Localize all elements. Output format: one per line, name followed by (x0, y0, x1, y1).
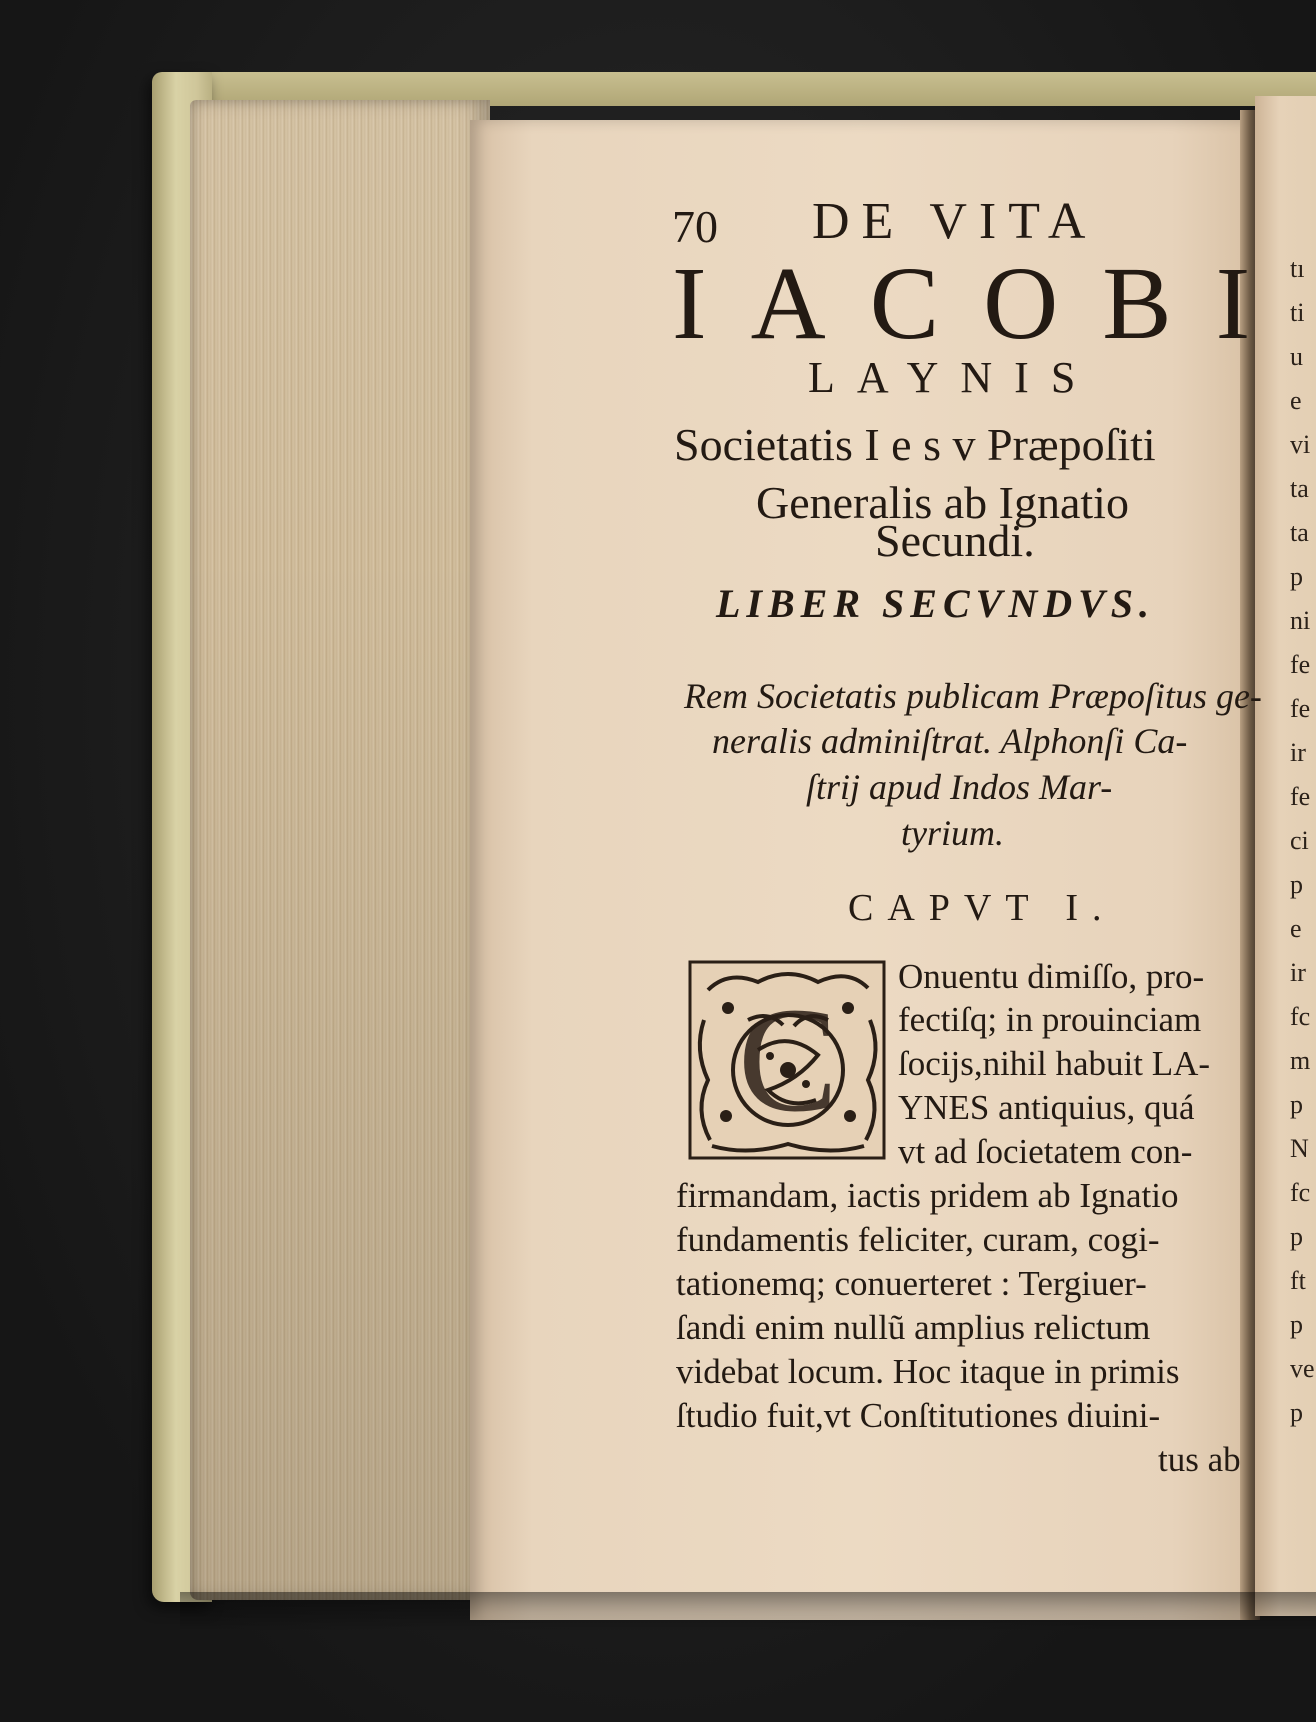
facing-page-fragment-line: ve (1290, 1354, 1315, 1383)
facing-page-fragment-line: p (1290, 1310, 1303, 1339)
facing-page-fragment-line: tı (1290, 254, 1305, 283)
body-line-8: tationemq; conuerteret : Tergiuer- (676, 1264, 1147, 1303)
subtitle-line-1: Societatis I e s v Præpoſiti (674, 419, 1156, 470)
title-laynis: LAYNIS (808, 353, 1098, 402)
facing-page-fragment-line: p (1290, 1222, 1303, 1251)
facing-page-fragment-line: fe (1290, 782, 1311, 811)
facing-page-fragment-line: p (1290, 1090, 1303, 1119)
facing-page-fragment-line: e (1290, 386, 1302, 415)
caput-heading: CAPVT I. (848, 887, 1116, 929)
catchword: tus ab (1158, 1440, 1241, 1479)
summary-line-2: neralis adminiſtrat. Alphonſi Ca- (712, 721, 1188, 761)
body-line-10: videbat locum. Hoc itaque in primis (676, 1352, 1180, 1391)
facing-page-fragment-line: ci (1290, 826, 1309, 855)
body-line-5: vt ad ſocietatem con- (898, 1132, 1193, 1171)
facing-page-fragment-line: fc (1290, 1178, 1311, 1207)
facing-page-fragment-line: ta (1290, 518, 1309, 547)
summary-line-1: Rem Societatis publicam Præpoſitus ge- (684, 676, 1262, 716)
title-de-vita: DE VITA (812, 193, 1098, 250)
body-line-11: ſtudio fuit,vt Conſtitutiones diuini- (676, 1396, 1161, 1435)
facing-page-fragment-line: m (1290, 1046, 1311, 1075)
decorated-initial-c (688, 960, 886, 1160)
facing-page-fragment-line: ta (1290, 474, 1309, 503)
facing-page-fragment-line: ti (1290, 298, 1305, 327)
body-line-1: Onuentu dimiſſo, pro- (898, 957, 1205, 996)
facing-page-fragment-line: ft (1290, 1266, 1306, 1295)
facing-page-fragment-line: fe (1290, 694, 1311, 723)
subtitle-line-3: Secundi. (875, 515, 1035, 566)
body-line-7: fundamentis feliciter, curam, cogi- (676, 1220, 1160, 1259)
facing-page-fragment-line: p (1290, 562, 1303, 591)
facing-page-fragment-line: ir (1290, 738, 1306, 767)
body-line-4: YNES antiquius, quá (898, 1088, 1195, 1127)
facing-page-fragment-line: u (1290, 342, 1303, 371)
facing-page-fragment-line: ir (1290, 958, 1306, 987)
page-number: 70 (672, 201, 718, 252)
body-line-3: ſocijs,nihil habuit LA- (898, 1044, 1211, 1083)
body-line-9: ſandi enim nullũ amplius relictum (676, 1308, 1151, 1347)
liber-heading: LIBER SECVNDVS. (716, 581, 1156, 626)
page-block-shading (190, 100, 490, 1600)
summary-line-3: ſtrij apud Indos Mar- (806, 767, 1113, 807)
facing-page-fragment-line: vi (1290, 430, 1311, 459)
facing-page-fragment-line: p (1290, 1398, 1303, 1427)
facing-page-fragment-line: e (1290, 914, 1302, 943)
title-iacobi: IACOBI (672, 246, 1295, 361)
body-line-6: firmandam, iactis pridem ab Ignatio (676, 1176, 1179, 1215)
facing-page-fragment-line: fe (1290, 650, 1311, 679)
subtitle-line-2: Generalis ab Ignatio (756, 477, 1129, 528)
summary-line-4: tyrium. (901, 813, 1004, 853)
facing-page-fragment-line: N (1290, 1134, 1309, 1163)
book-bottom-shadow (180, 1592, 1316, 1632)
svg-text:C: C (737, 977, 839, 1143)
facing-page-fragment-line: fc (1290, 1002, 1311, 1031)
body-line-2: fectiſq; in prouinciam (898, 1000, 1202, 1039)
facing-page-fragment-line: ni (1290, 606, 1311, 635)
facing-page-fragment-line: p (1290, 870, 1303, 899)
